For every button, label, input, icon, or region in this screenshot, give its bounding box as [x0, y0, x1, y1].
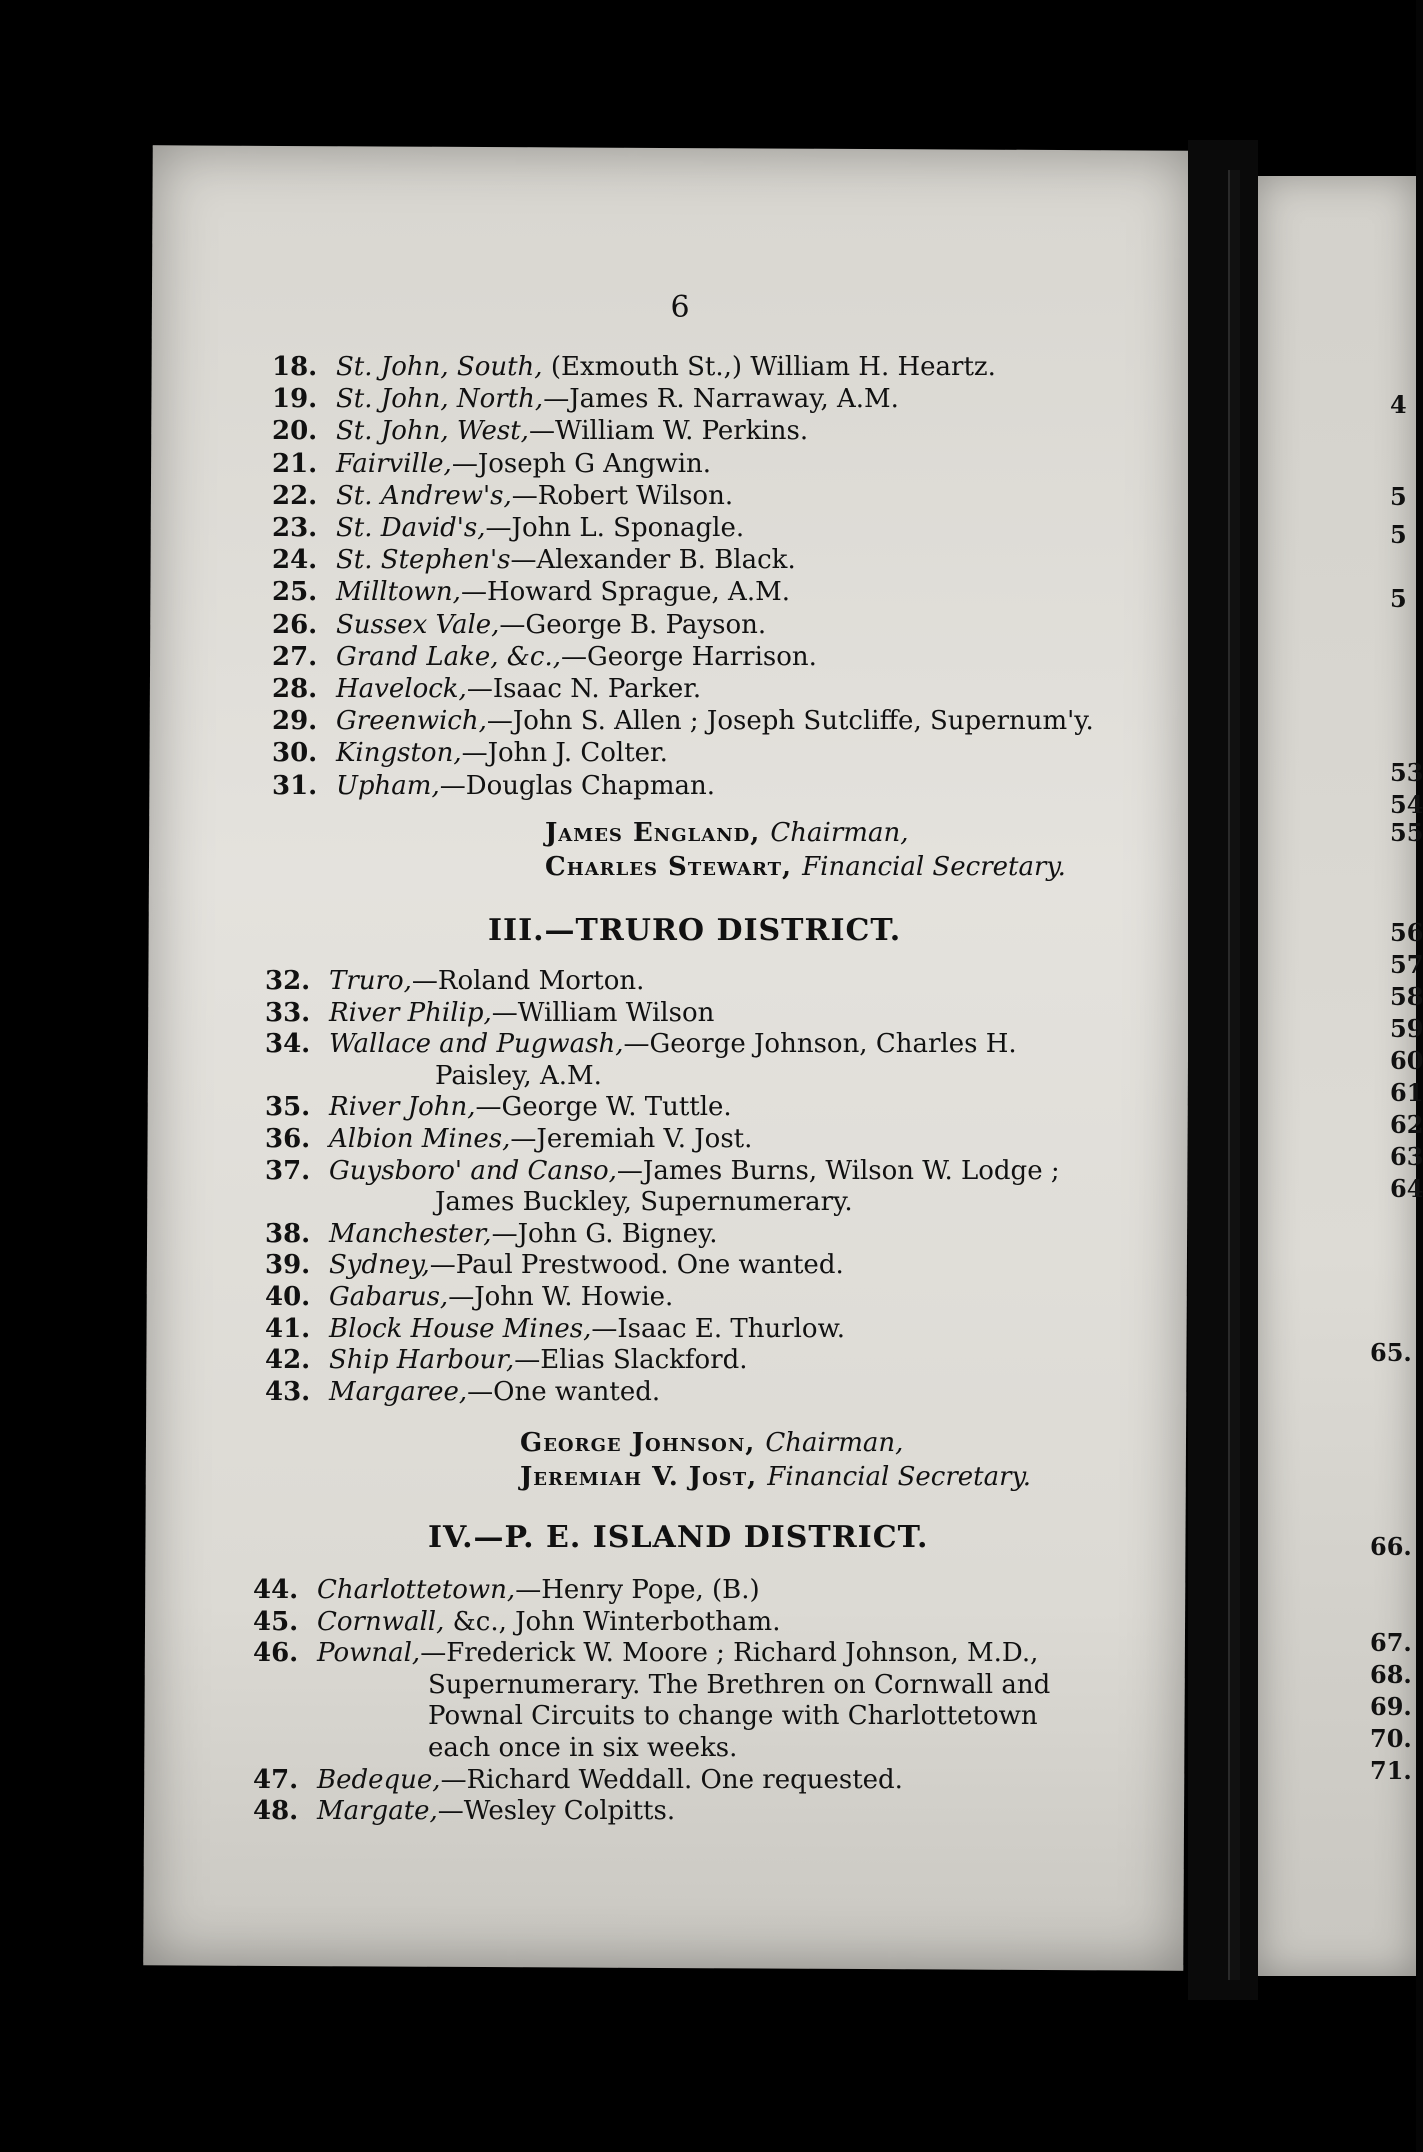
- minister-names: —Joseph G Angwin.: [451, 448, 712, 479]
- minister-names: Pownal Circuits to change with Charlottetown: [428, 1701, 1038, 1732]
- minister-names: —George W. Tuttle.: [475, 1092, 732, 1123]
- list-item: [272, 706, 1094, 736]
- entry-number: 27.: [272, 641, 318, 672]
- minister-names: &c., John Winterbotham.: [444, 1606, 781, 1637]
- minister-names: —John G. Bigney.: [491, 1218, 718, 1249]
- signature-line: [520, 1428, 903, 1458]
- right-page-number: 54: [1390, 790, 1423, 819]
- minister-names: —Richard Weddall. One requested.: [440, 1764, 903, 1795]
- district-heading: III.—TRURO DISTRICT.: [488, 913, 902, 948]
- circuit-name: Upham,: [336, 770, 440, 801]
- list-item: [272, 674, 701, 704]
- entry-number: 34.: [265, 1029, 311, 1060]
- circuit-name: Sussex Vale,: [336, 609, 500, 640]
- right-page-number: 56: [1390, 918, 1423, 947]
- right-page-number: 55: [1390, 818, 1423, 847]
- minister-names: —Douglas Chapman.: [439, 770, 715, 801]
- list-item: [265, 1377, 660, 1407]
- right-page-number: 5: [1390, 584, 1407, 613]
- circuit-name: Truro,: [329, 966, 412, 996]
- minister-names: —Isaac E. Thurlow.: [591, 1313, 846, 1344]
- entry-number: 35.: [265, 1092, 311, 1123]
- minister-names: —Howard Sprague, A.M.: [460, 577, 790, 608]
- list-item: [435, 1061, 602, 1091]
- entry-number: 31.: [272, 770, 318, 801]
- entry-number: 48.: [253, 1796, 299, 1827]
- signatory-role: Chairman,: [770, 818, 909, 848]
- list-item: [253, 1607, 780, 1637]
- entry-number: 45.: [253, 1606, 299, 1637]
- right-page-number: 71.: [1370, 1756, 1412, 1785]
- circuit-name: Ship Harbour,: [329, 1345, 515, 1376]
- minister-names: —John J. Colter.: [461, 738, 668, 769]
- list-item: [272, 610, 766, 640]
- entry-number: 23.: [272, 513, 318, 543]
- circuit-name: Cornwall,: [317, 1606, 445, 1637]
- signature-line: [545, 852, 1066, 882]
- list-item: [272, 481, 733, 511]
- signatory-name: James England,: [545, 818, 771, 848]
- list-item: [265, 1345, 748, 1375]
- entry-number: 28.: [272, 674, 318, 704]
- list-item: [265, 1092, 732, 1122]
- minister-names: Supernumerary. The Brethren on Cornwall and: [428, 1669, 1051, 1700]
- circuit-name: Block House Mines,: [329, 1313, 592, 1344]
- entry-number: 43.: [265, 1376, 311, 1407]
- circuit-name: Fairville,: [336, 448, 452, 479]
- circuit-name: Pownal,: [317, 1638, 421, 1669]
- entry-number: 42.: [265, 1345, 311, 1376]
- entry-number: 24.: [272, 545, 318, 576]
- signatory-name: Charles Stewart,: [545, 852, 803, 882]
- right-page-number: 53: [1390, 758, 1423, 787]
- right-page-number: 69.: [1370, 1692, 1412, 1721]
- minister-names: —Isaac N. Parker.: [466, 674, 702, 704]
- circuit-name: Wallace and Pugwash,: [329, 1029, 624, 1060]
- list-item: [272, 771, 715, 801]
- minister-names: —Frederick W. Moore ; Richard Johnson, M.D.,: [420, 1638, 1039, 1669]
- circuit-name: Havelock,: [336, 674, 467, 704]
- circuit-name: River Philip,: [329, 997, 492, 1028]
- list-item: [265, 1156, 1060, 1186]
- entry-number: 25.: [272, 577, 318, 608]
- right-page-number: 60: [1390, 1046, 1423, 1075]
- right-page-number: 58: [1390, 982, 1423, 1011]
- circuit-name: St. John, North,: [336, 384, 544, 415]
- minister-names: —Roland Morton.: [411, 966, 645, 996]
- district-heading: IV.—P. E. ISLAND DISTRICT.: [428, 1520, 929, 1555]
- minister-names: —Henry Pope, (B.): [515, 1575, 760, 1605]
- entry-number: 36.: [265, 1124, 311, 1154]
- circuit-name: Gabarus,: [329, 1282, 449, 1312]
- list-item: [253, 1638, 1038, 1668]
- right-page-number: 5: [1390, 482, 1407, 511]
- list-item: [265, 1282, 673, 1312]
- right-page-number: 63: [1390, 1142, 1423, 1171]
- list-item: [253, 1765, 903, 1795]
- right-page-number: 59: [1390, 1014, 1423, 1043]
- minister-names: —John L. Sponagle.: [485, 513, 745, 543]
- circuit-name: Albion Mines,: [329, 1124, 511, 1154]
- minister-names: —William W. Perkins.: [528, 416, 809, 447]
- list-item: [272, 513, 744, 543]
- minister-names: James Buckley, Supernumerary.: [435, 1187, 853, 1218]
- entry-number: 40.: [265, 1282, 311, 1312]
- signatory-name: Jeremiah V. Jost,: [520, 1462, 768, 1492]
- signatory-role: Financial Secretary.: [767, 1462, 1032, 1492]
- minister-names: —George Johnson, Charles H.: [623, 1029, 1017, 1060]
- list-item: [272, 352, 996, 382]
- entry-number: 38.: [265, 1218, 311, 1249]
- circuit-name: Margaree,: [329, 1376, 468, 1407]
- minister-names: —William Wilson: [491, 997, 715, 1028]
- list-item: [272, 577, 790, 607]
- list-item: [272, 416, 808, 446]
- circuit-name: Grand Lake, &c.,: [336, 641, 562, 672]
- list-item: [272, 384, 899, 414]
- circuit-name: Greenwich,: [336, 706, 487, 737]
- minister-names: (Exmouth St.,) William H. Heartz.: [542, 352, 996, 382]
- list-item: [265, 1219, 717, 1249]
- entry-number: 33.: [265, 997, 311, 1028]
- circuit-name: Margate,: [317, 1796, 438, 1827]
- minister-names: —Paul Prestwood. One wanted.: [429, 1250, 844, 1281]
- minister-names: —George Harrison.: [561, 641, 817, 672]
- list-item: [265, 1314, 845, 1344]
- list-item: [272, 545, 796, 575]
- signatory-name: George Johnson,: [520, 1428, 766, 1458]
- right-page-number: 4: [1390, 390, 1407, 419]
- list-item: [428, 1733, 737, 1763]
- minister-names: Paisley, A.M.: [435, 1060, 602, 1091]
- list-item: [265, 1029, 1017, 1059]
- list-item: [265, 1124, 752, 1154]
- minister-names: each once in six weeks.: [428, 1733, 738, 1763]
- right-page-number: 65.: [1370, 1338, 1412, 1367]
- minister-names: —Alexander B. Black.: [510, 545, 796, 576]
- circuit-name: Guysboro' and Canso,: [329, 1155, 617, 1186]
- entry-number: 41.: [265, 1313, 311, 1344]
- entry-number: 18.: [272, 352, 318, 382]
- right-page-number: 61: [1390, 1078, 1423, 1107]
- book-gutter: [1188, 140, 1258, 2000]
- circuit-name: St. John, South,: [336, 352, 543, 382]
- signature-line: [520, 1462, 1031, 1492]
- right-page-number: 68.: [1370, 1660, 1412, 1689]
- list-item: [265, 998, 714, 1028]
- minister-names: —Jeremiah V. Jost.: [510, 1124, 753, 1154]
- list-item: [265, 1250, 844, 1280]
- minister-names: —George B. Payson.: [499, 609, 767, 640]
- minister-names: —One wanted.: [467, 1376, 661, 1407]
- right-page-number: 62: [1390, 1110, 1423, 1139]
- entry-number: 46.: [253, 1638, 299, 1669]
- signatory-role: Financial Secretary.: [802, 852, 1066, 882]
- right-page-number: 70.: [1370, 1724, 1412, 1753]
- entry-number: 44.: [253, 1575, 299, 1605]
- entry-number: 37.: [265, 1155, 311, 1186]
- minister-names: —John S. Allen ; Joseph Sutcliffe, Supernum'y.: [486, 706, 1094, 737]
- circuit-name: River John,: [329, 1092, 476, 1123]
- list-item: [428, 1701, 1038, 1731]
- entry-number: 20.: [272, 416, 318, 447]
- gutter-rule: [1228, 170, 1240, 1980]
- entry-number: 21.: [272, 448, 318, 479]
- signatory-role: Chairman,: [765, 1428, 904, 1458]
- right-page-number: 66.: [1370, 1532, 1412, 1561]
- minister-names: —Elias Slackford.: [514, 1345, 748, 1376]
- list-item: [272, 738, 668, 768]
- minister-names: —James R. Narraway, A.M.: [543, 384, 899, 415]
- entry-number: 47.: [253, 1764, 299, 1795]
- circuit-name: St. John, West,: [336, 416, 529, 447]
- circuit-name: Manchester,: [329, 1218, 492, 1249]
- list-item: [265, 966, 644, 996]
- page-number: 6: [670, 290, 690, 325]
- circuit-name: Charlottetown,: [317, 1575, 516, 1605]
- list-item: [253, 1796, 675, 1826]
- entry-number: 19.: [272, 384, 318, 415]
- right-page-number: 64: [1390, 1174, 1423, 1203]
- minister-names: —Wesley Colpitts.: [437, 1796, 676, 1827]
- signature-line: [545, 818, 908, 848]
- list-item: [253, 1575, 760, 1605]
- circuit-name: St. Stephen's: [336, 545, 511, 576]
- circuit-name: Sydney,: [329, 1250, 430, 1281]
- list-item: [428, 1670, 1050, 1700]
- circuit-name: St. David's,: [336, 513, 486, 543]
- circuit-name: Bedeque,: [317, 1764, 441, 1795]
- entry-number: 22.: [272, 480, 318, 511]
- minister-names: —John W. Howie.: [448, 1282, 674, 1312]
- right-page-number: 57: [1390, 950, 1423, 979]
- list-item: [272, 449, 711, 479]
- entry-number: 30.: [272, 738, 318, 769]
- circuit-name: Milltown,: [336, 577, 461, 608]
- list-item: [435, 1187, 853, 1217]
- entry-number: 32.: [265, 966, 311, 996]
- minister-names: —James Burns, Wilson W. Lodge ;: [616, 1155, 1060, 1186]
- entry-number: 26.: [272, 609, 318, 640]
- entry-number: 39.: [265, 1250, 311, 1281]
- minister-names: —Robert Wilson.: [511, 480, 734, 511]
- right-page-number: 67.: [1370, 1628, 1412, 1657]
- entry-number: 29.: [272, 706, 318, 737]
- list-item: [272, 642, 817, 672]
- circuit-name: St. Andrew's,: [336, 480, 512, 511]
- circuit-name: Kingston,: [336, 738, 462, 769]
- right-page-number: 5: [1390, 520, 1407, 549]
